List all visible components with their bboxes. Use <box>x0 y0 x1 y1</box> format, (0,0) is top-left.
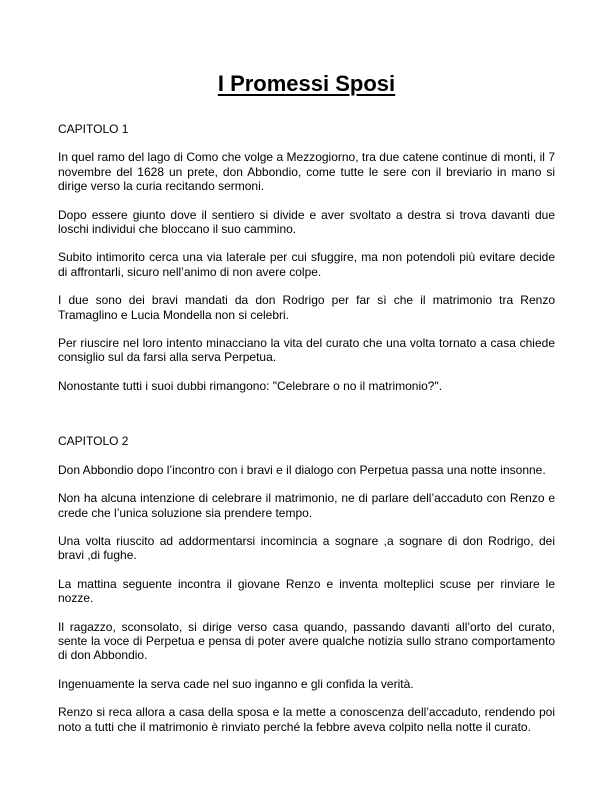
paragraph: Renzo si reca allora a casa della sposa e la mette a conoscenza dell’accaduto, rendendo poi noto a tutti che il matrimonio è rinviato perché la febbre aveva colpito nella notte il curato. <box>58 705 555 734</box>
paragraph: I due sono dei bravi mandati da don Rodrigo per far sì che il matrimonio tra Renzo Tramaglino e Lucia Mondella non si celebri. <box>58 293 555 322</box>
paragraph: Per riuscire nel loro intento minacciano la vita del curato che una volta tornato a casa chiede consiglio sul da farsi alla serva Perpetua. <box>58 336 555 365</box>
paragraph: Ingenuamente la serva cade nel suo inganno e gli confida la verità. <box>58 676 414 691</box>
chapter-1 <box>58 122 555 393</box>
document-title: I Promessi Sposi <box>217 71 396 96</box>
document-page <box>58 0 555 792</box>
chapter-heading: CAPITOLO 2 <box>58 434 129 449</box>
paragraph: Dopo essere giunto dove il sentiero si divide e aver svoltato a destra si trova davanti due loschi individui che bloccano il suo cammino. <box>58 207 555 237</box>
paragraph: La mattina seguente incontra il giovane Renzo e inventa molteplici scuse per rinviare le nozze. <box>58 576 555 606</box>
chapter-heading: CAPITOLO 1 <box>58 122 129 136</box>
paragraph: Nonostante tutti i suoi dubbi rimangono: "Celebrare o no il matrimonio?". <box>58 378 443 393</box>
paragraph: In quel ramo del lago di Como che volge a Mezzogiorno, tra due catene continue di monti, il 7 novembre del 1628 un prete, don Abbondio, come tutte le sere con il breviario in mano si dirige verso la curia recitando sermoni. <box>58 150 555 194</box>
chapter-2 <box>58 434 555 734</box>
paragraph: Il ragazzo, sconsolato, si dirige verso casa quando, passando davanti all’orto del curato, sente la voce di Perpetua e pensa di poter avere qualche notizia sullo strano comportamento di don Abbondio. <box>58 619 555 663</box>
paragraph: Non ha alcuna intenzione di celebrare il matrimonio, ne di parlare dell’accaduto con Renzo e crede che l’unica soluzione sia prendere tempo. <box>58 491 555 520</box>
paragraph: Subito intimorito cerca una via laterale per cui sfuggire, ma non potendoli più evitare decide di affrontarli, sicuro nell’animo di non avere colpe. <box>58 250 555 279</box>
paragraph: Una volta riuscito ad addormentarsi incomincia a sognare ,a sognare di don Rodrigo, dei bravi ,di fughe. <box>58 533 555 563</box>
paragraph: Don Abbondio dopo l’incontro con i bravi e il dialogo con Perpetua passa una notte insonne. <box>58 462 546 477</box>
